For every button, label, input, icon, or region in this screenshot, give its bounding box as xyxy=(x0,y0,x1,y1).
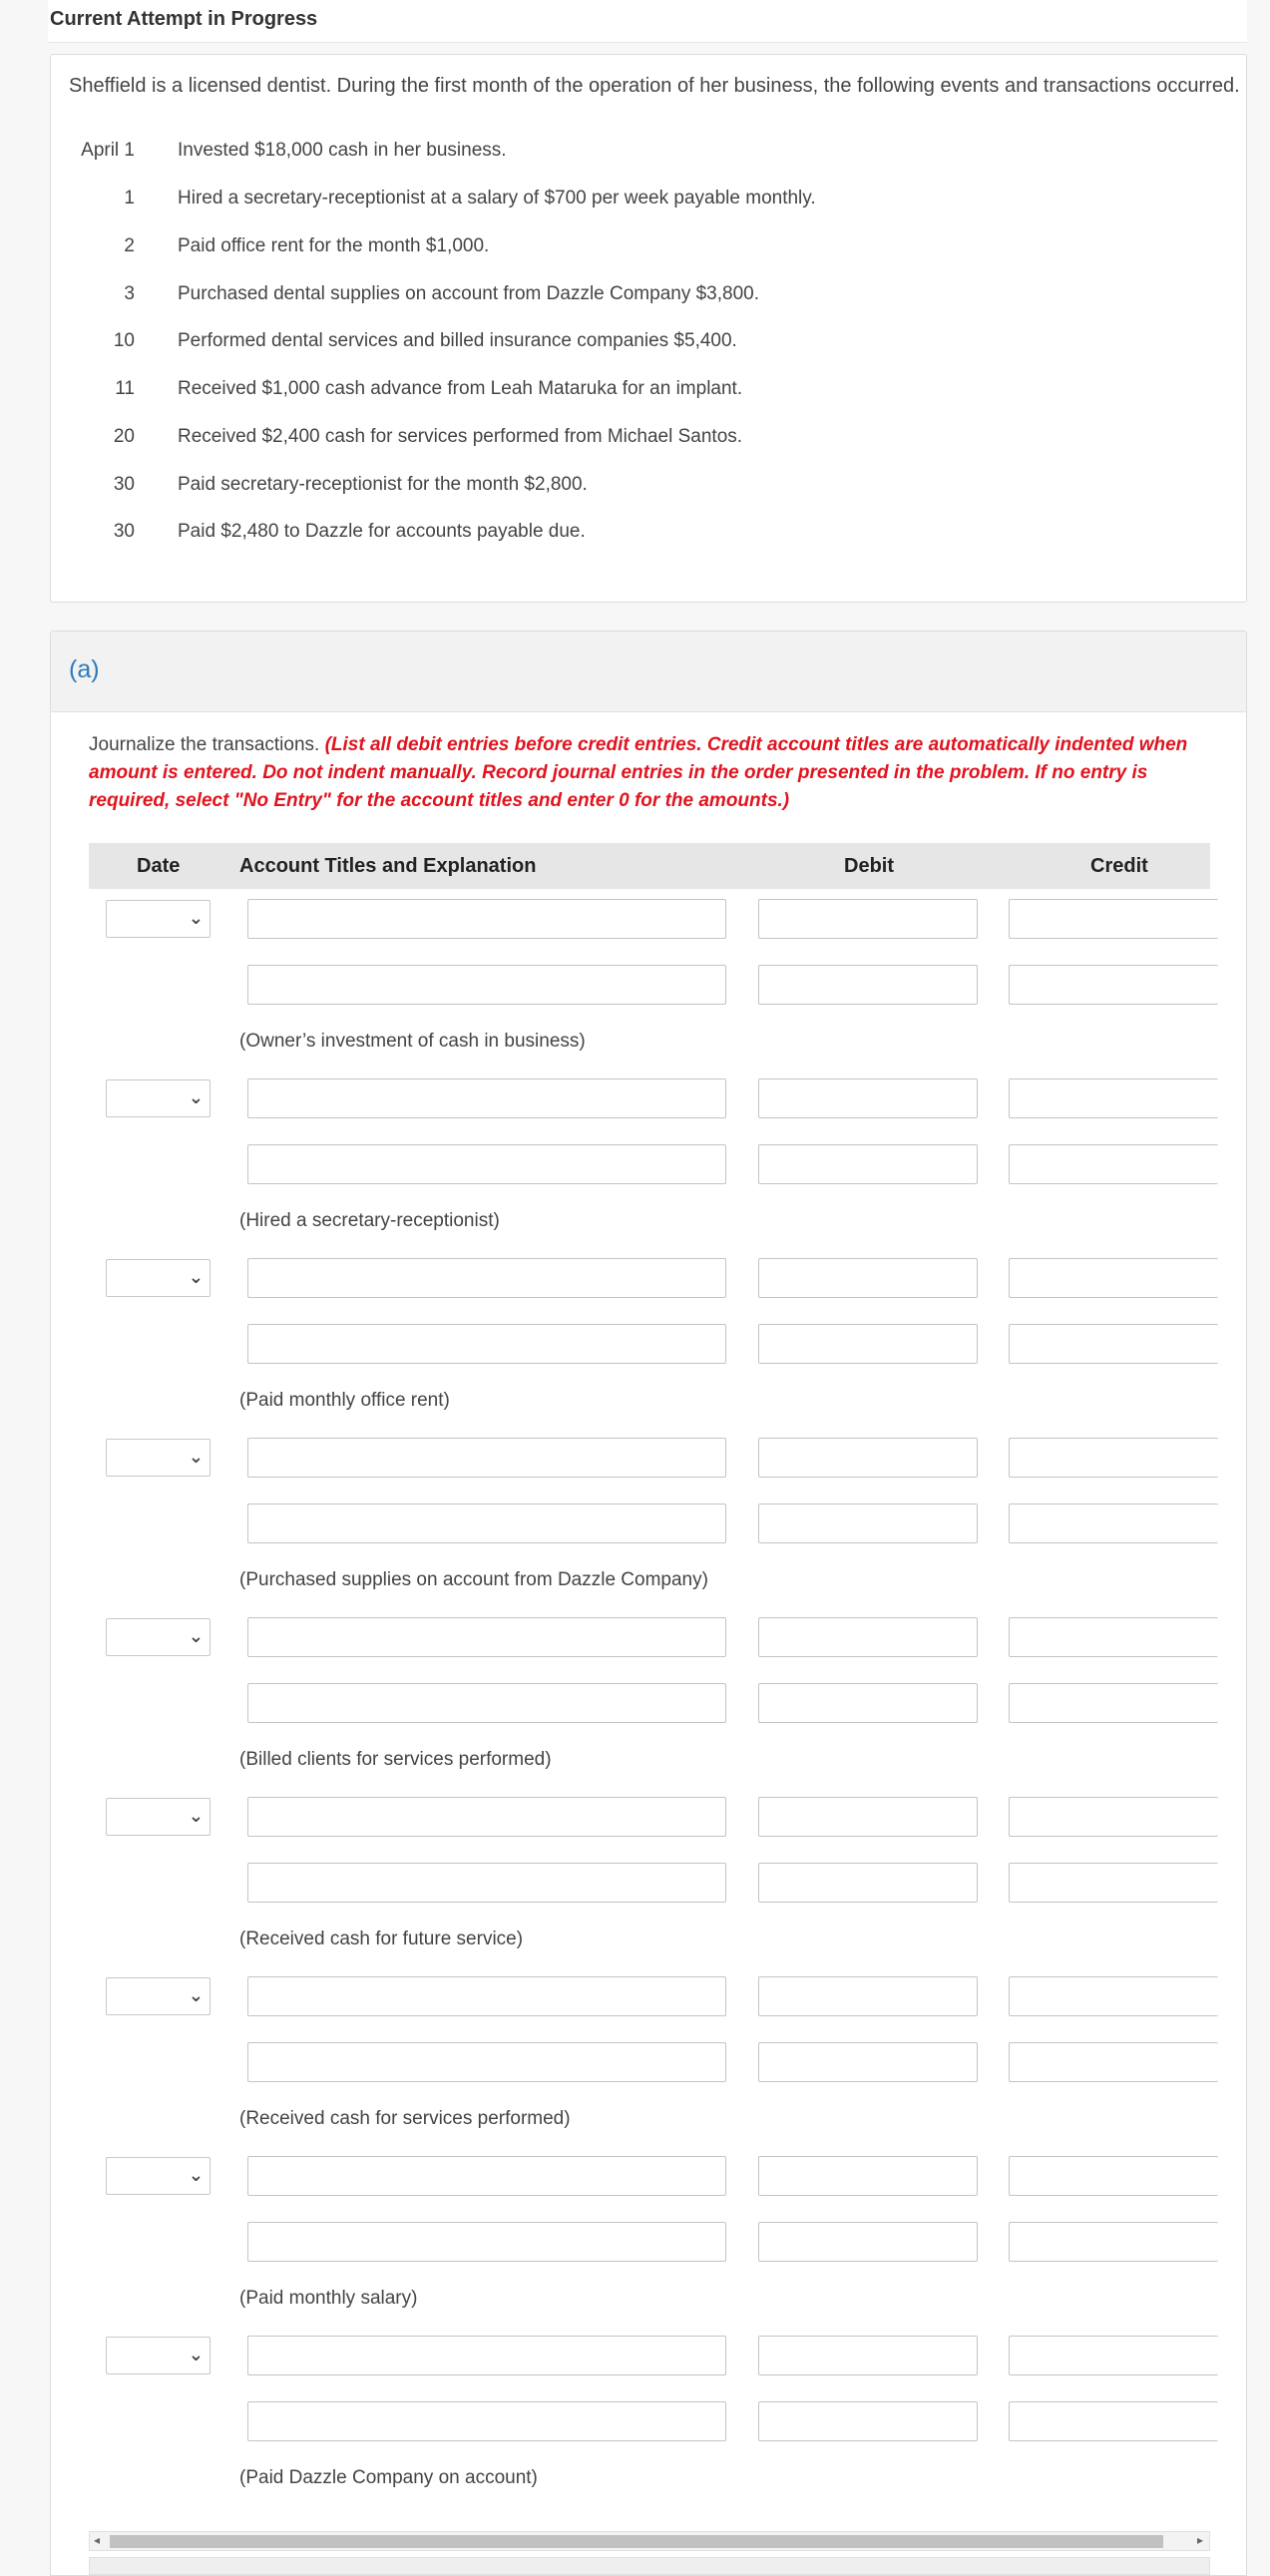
journal-entry xyxy=(51,2154,1246,2334)
debit-input[interactable] xyxy=(758,1797,978,1837)
account-title-input[interactable] xyxy=(247,1078,726,1118)
part-label: (a) xyxy=(69,655,100,683)
footer-strip xyxy=(89,2557,1210,2575)
debit-input[interactable] xyxy=(758,1324,978,1364)
transaction-description: Hired a secretary-receptionist at a salary of $700 per week payable monthly. xyxy=(178,188,816,209)
credit-input[interactable] xyxy=(1009,1797,1218,1837)
journal-entry xyxy=(51,1615,1246,1795)
account-title-input[interactable] xyxy=(247,1324,726,1364)
date-select[interactable] xyxy=(106,2157,211,2195)
account-title-input[interactable] xyxy=(247,2401,726,2441)
date-select[interactable] xyxy=(106,1439,211,1477)
transaction-row xyxy=(51,426,1238,456)
transaction-description: Received $2,400 cash for services performed from Michael Santos. xyxy=(178,426,743,447)
account-title-input[interactable] xyxy=(247,2222,726,2262)
transaction-date: 1 xyxy=(124,188,135,209)
chevron-down-icon: ⌄ xyxy=(188,2345,204,2364)
attempt-title: Current Attempt in Progress xyxy=(50,8,318,30)
date-select[interactable] xyxy=(106,1977,211,2015)
chevron-down-icon: ⌄ xyxy=(188,1447,204,1467)
credit-input[interactable] xyxy=(1009,2401,1218,2441)
account-title-input[interactable] xyxy=(247,2336,726,2375)
account-title-input[interactable] xyxy=(247,1797,726,1837)
chevron-down-icon: ⌄ xyxy=(188,908,204,928)
journal-entry xyxy=(51,1256,1246,1436)
debit-input[interactable] xyxy=(758,2222,978,2262)
transaction-row xyxy=(51,140,1238,170)
date-select[interactable] xyxy=(106,1259,211,1297)
transaction-date: April 1 xyxy=(81,140,135,161)
part-header xyxy=(51,632,1246,712)
transaction-row xyxy=(51,474,1238,504)
transaction-description: Received $1,000 cash advance from Leah Mataruka for an implant. xyxy=(178,378,743,399)
credit-input[interactable] xyxy=(1009,2156,1218,2196)
entry-explanation: (Billed clients for services performed) xyxy=(239,1749,552,1770)
debit-input[interactable] xyxy=(758,2156,978,2196)
journal-entry xyxy=(51,897,1246,1076)
credit-input[interactable] xyxy=(1009,1503,1218,1543)
credit-input[interactable] xyxy=(1009,2222,1218,2262)
credit-input[interactable] xyxy=(1009,1078,1218,1118)
account-title-input[interactable] xyxy=(247,1617,726,1657)
chevron-down-icon: ⌄ xyxy=(188,1267,204,1287)
transaction-description: Performed dental services and billed insurance companies $5,400. xyxy=(178,330,737,351)
instructions xyxy=(89,731,1226,815)
col-account: Account Titles and Explanation xyxy=(239,855,537,877)
debit-input[interactable] xyxy=(758,2336,978,2375)
debit-input[interactable] xyxy=(758,2042,978,2082)
entry-explanation: (Received cash for services performed) xyxy=(239,2108,571,2129)
scrollbar-thumb[interactable] xyxy=(110,2535,1163,2548)
account-title-input[interactable] xyxy=(247,899,726,939)
col-credit: Credit xyxy=(1090,855,1148,877)
debit-input[interactable] xyxy=(758,1503,978,1543)
journal-entry xyxy=(51,1076,1246,1256)
credit-input[interactable] xyxy=(1009,1863,1218,1903)
date-select[interactable] xyxy=(106,1079,211,1117)
chevron-down-icon: ⌄ xyxy=(188,1626,204,1646)
attempt-header xyxy=(48,0,1247,43)
transaction-date: 30 xyxy=(113,521,135,542)
debit-input[interactable] xyxy=(758,1078,978,1118)
date-select[interactable] xyxy=(106,900,211,938)
account-title-input[interactable] xyxy=(247,1976,726,2016)
journal-entry xyxy=(51,1795,1246,1974)
credit-input[interactable] xyxy=(1009,2042,1218,2082)
date-select[interactable] xyxy=(106,1618,211,1656)
journal-entry xyxy=(51,2334,1246,2513)
credit-input[interactable] xyxy=(1009,1438,1218,1478)
credit-input[interactable] xyxy=(1009,1683,1218,1723)
journal-entry xyxy=(51,1974,1246,2154)
debit-input[interactable] xyxy=(758,1683,978,1723)
transaction-date: 10 xyxy=(113,330,135,351)
account-title-input[interactable] xyxy=(247,2156,726,2196)
debit-input[interactable] xyxy=(758,1617,978,1657)
transaction-description: Paid $2,480 to Dazzle for accounts payable due. xyxy=(178,521,586,542)
debit-input[interactable] xyxy=(758,1976,978,2016)
scroll-left-icon[interactable]: ◂ xyxy=(94,2533,101,2547)
col-debit: Debit xyxy=(844,855,894,877)
problem-statement xyxy=(50,54,1247,603)
account-title-input[interactable] xyxy=(247,2042,726,2082)
problem-intro: Sheffield is a licensed dentist. During the first month of the operation of her business, the following events and transactions occurred. xyxy=(69,75,1240,97)
account-title-input[interactable] xyxy=(247,1144,726,1184)
transaction-description: Invested $18,000 cash in her business. xyxy=(178,140,507,161)
journal-entry xyxy=(51,1436,1246,1615)
entry-explanation: (Paid monthly salary) xyxy=(239,2288,418,2309)
debit-input[interactable] xyxy=(758,2401,978,2441)
transaction-description: Paid secretary-receptionist for the month $2,800. xyxy=(178,474,588,495)
transaction-row xyxy=(51,330,1238,360)
transaction-row xyxy=(51,283,1238,313)
instruction-note: (List all debit entries before credit entries. Credit account titles are automatically indented when amount is entered. Do not indent manually. Record journal entries in the order presented in the problem. If no entry is required, select "No Entry" for the account titles and enter 0 for the amounts.) xyxy=(89,734,1188,811)
debit-input[interactable] xyxy=(758,1438,978,1478)
transaction-description: Purchased dental supplies on account from Dazzle Company $3,800. xyxy=(178,283,760,304)
credit-input[interactable] xyxy=(1009,1324,1218,1364)
debit-input[interactable] xyxy=(758,1258,978,1298)
entry-explanation: (Received cash for future service) xyxy=(239,1929,524,1949)
horizontal-scrollbar[interactable] xyxy=(89,2531,1210,2551)
credit-input[interactable] xyxy=(1009,1144,1218,1184)
transaction-description: Paid office rent for the month $1,000. xyxy=(178,235,490,256)
debit-input[interactable] xyxy=(758,1863,978,1903)
debit-input[interactable] xyxy=(758,899,978,939)
credit-input[interactable] xyxy=(1009,1976,1218,2016)
transaction-row xyxy=(51,378,1238,408)
entry-explanation: (Hired a secretary-receptionist) xyxy=(239,1210,500,1231)
entry-explanation: (Paid Dazzle Company on account) xyxy=(239,2467,538,2488)
chevron-down-icon: ⌄ xyxy=(188,1087,204,1107)
transaction-date: 20 xyxy=(113,426,135,447)
chevron-down-icon: ⌄ xyxy=(188,1985,204,2005)
account-title-input[interactable] xyxy=(247,1503,726,1543)
account-title-input[interactable] xyxy=(247,965,726,1005)
date-select[interactable] xyxy=(106,2337,211,2374)
journal-table-header xyxy=(89,843,1210,889)
transaction-date: 11 xyxy=(115,378,135,399)
date-select[interactable] xyxy=(106,1798,211,1836)
credit-input[interactable] xyxy=(1009,1258,1218,1298)
transaction-date: 30 xyxy=(113,474,135,495)
instruction-text: Journalize the transactions. xyxy=(89,734,325,755)
transaction-date: 2 xyxy=(124,235,135,256)
transaction-row xyxy=(51,521,1238,551)
transaction-row xyxy=(51,188,1238,217)
chevron-down-icon: ⌄ xyxy=(188,2165,204,2185)
entry-explanation: (Purchased supplies on account from Dazzle Company) xyxy=(239,1569,708,1590)
transaction-date: 3 xyxy=(124,283,135,304)
entry-explanation: (Paid monthly office rent) xyxy=(239,1390,450,1411)
account-title-input[interactable] xyxy=(247,1863,726,1903)
debit-input[interactable] xyxy=(758,965,978,1005)
credit-input[interactable] xyxy=(1009,1617,1218,1657)
account-title-input[interactable] xyxy=(247,1438,726,1478)
account-title-input[interactable] xyxy=(247,1683,726,1723)
col-date: Date xyxy=(137,855,181,877)
entry-explanation: (Owner’s investment of cash in business) xyxy=(239,1031,586,1052)
credit-input[interactable] xyxy=(1009,899,1218,939)
transaction-row xyxy=(51,235,1238,265)
account-title-input[interactable] xyxy=(247,1258,726,1298)
credit-input[interactable] xyxy=(1009,2336,1218,2375)
debit-input[interactable] xyxy=(758,1144,978,1184)
part-a-panel xyxy=(50,631,1247,2576)
scroll-right-icon[interactable]: ▸ xyxy=(1196,2533,1203,2547)
credit-input[interactable] xyxy=(1009,965,1218,1005)
chevron-down-icon: ⌄ xyxy=(188,1806,204,1826)
